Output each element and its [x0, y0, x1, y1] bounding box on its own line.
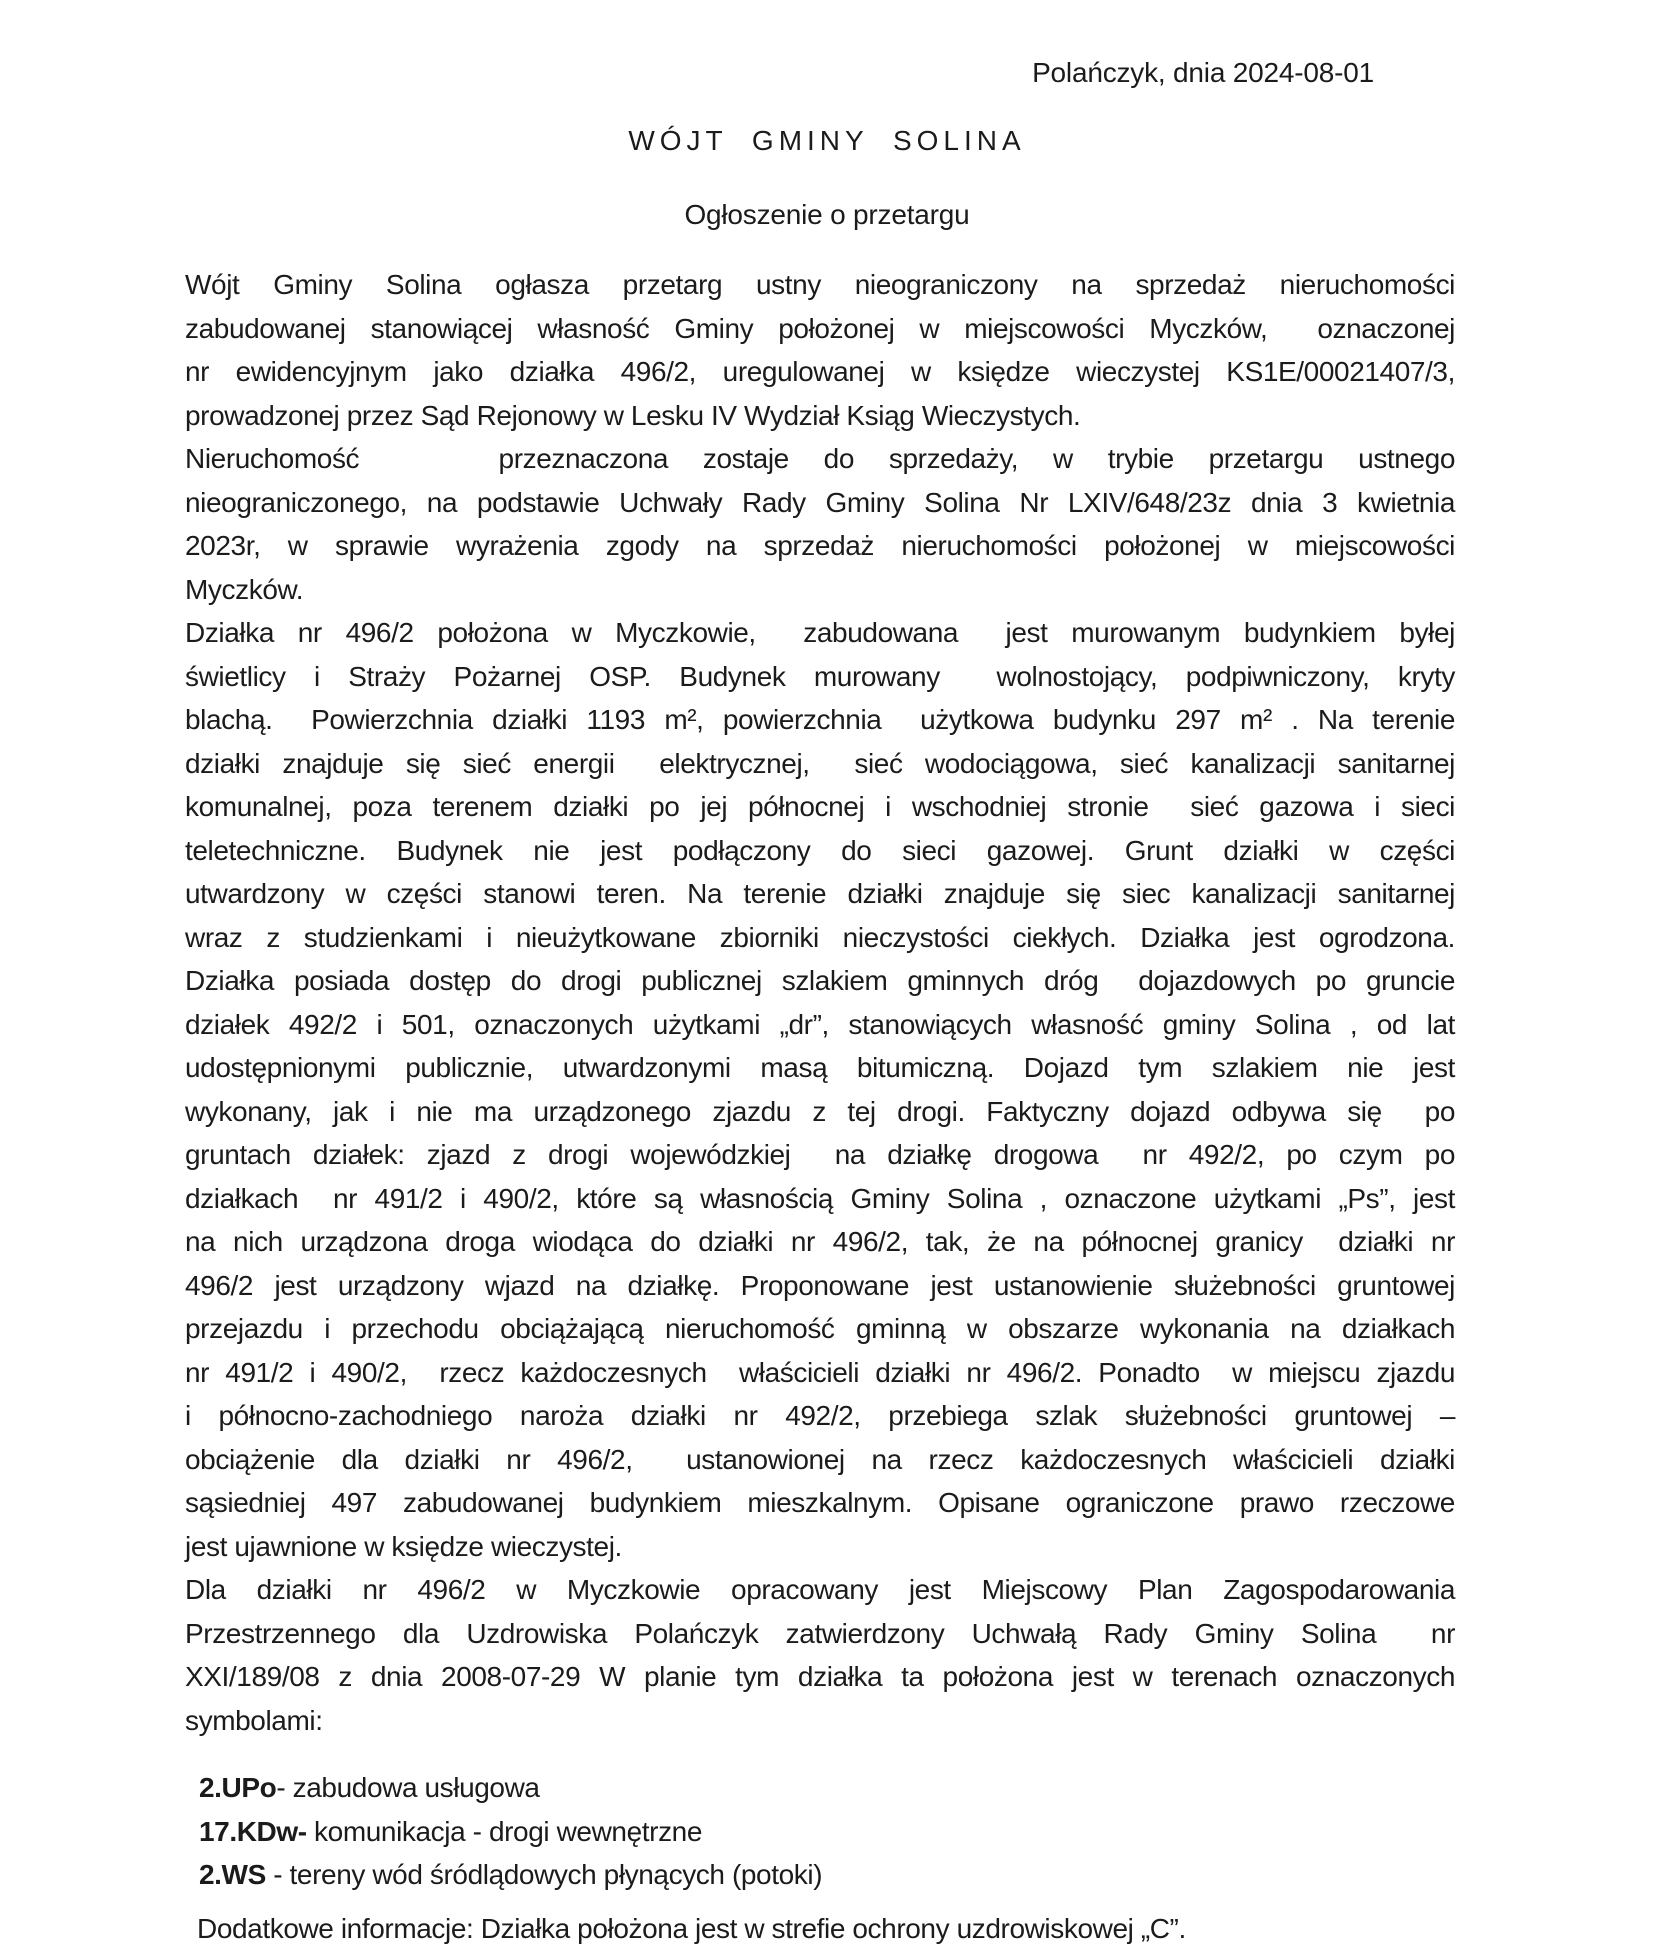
text-line: świetlicy i Straży Pożarnej OSP. Budynek murowany wolnostojący, podpiwniczony, kryty [185, 660, 1455, 692]
zoning-code: 17.KDw- [199, 1815, 307, 1847]
text-line: blachą. Powierzchnia działki 1193 m², powierzchnia użytkowa budynku 297 m² . Na terenie [185, 704, 1455, 735]
zoning-code: 2.WS [199, 1859, 266, 1890]
text-line: na nich urządzona droga wiodąca do działki nr 496/2, tak, że na północnej granicy działki nr [185, 1226, 1455, 1257]
text-line: 2023r, w sprawie wyrażenia zgody na sprzedaż nieruchomości położonej w miejscowości [185, 530, 1455, 561]
text-line: udostępnionymi publicznie, utwardzonymi masą bitumiczną. Dojazd tym szlakiem nie jest [185, 1052, 1455, 1083]
zoning-symbol-list [199, 1766, 1455, 1897]
text-line: Myczków. [185, 573, 304, 605]
dateline: Polańczyk, dnia 2024-08-01 [1032, 57, 1374, 88]
text-line: nieograniczonego, na podstawie Uchwały Rady Gminy Solina Nr LXIV/648/23z dnia 3 kwietnia [185, 486, 1455, 518]
text-line: działki znajduje się sieć energii elektrycznej, sieć wodociągowa, sieć kanalizacji sanitarnej [185, 747, 1455, 779]
text-line: gruntach działek: zjazd z drogi wojewódzkiej na działkę drogowa nr 492/2, po czym po [185, 1139, 1455, 1170]
text-line: zabudowanej stanowiącej własność Gminy położonej w miejscowości Myczków, oznaczonej [185, 312, 1455, 344]
zoning-description: - tereny wód śródlądowych płynących (potoki) [265, 1859, 823, 1890]
document-body [185, 263, 1455, 1742]
zoning-code: 2.UPo [199, 1772, 277, 1803]
zoning-item [199, 1853, 1455, 1897]
zoning-description: komunikacja - drogi wewnętrzne [306, 1815, 703, 1847]
text-line: teletechniczne. Budynek nie jest podłączony do sieci gazowej. Grunt działki w części [185, 834, 1455, 866]
text-line: wraz z studzienkami i nieużytkowane zbiorniki nieczystości ciekłych. Działka jest ogrodzona. [185, 921, 1455, 953]
document-subtitle: Ogłoszenie o przetargu [684, 199, 970, 230]
zoning-item [199, 1766, 1455, 1810]
text-line: Działka posiada dostęp do drogi publicznej szlakiem gminnych dróg dojazdowych po gruncie [185, 965, 1455, 996]
text-line: Wójt Gminy Solina ogłasza przetarg ustny nieograniczony na sprzedaż nieruchomości [185, 269, 1455, 300]
text-line: nr 491/2 i 490/2, rzecz każdoczesnych właścicieli działki nr 496/2. Ponadto w miejscu zjazdu [185, 1356, 1455, 1388]
text-line: sąsiedniej 497 zabudowanej budynkiem mieszkalnym. Opisane ograniczone prawo rzeczowe [185, 1487, 1455, 1518]
text-line: jest ujawnione w księdze wieczystej. [185, 1530, 622, 1562]
document-title: WÓJT GMINY SOLINA [628, 125, 1026, 156]
zoning-item [199, 1810, 1455, 1854]
text-line: i północno-zachodniego naroża działki nr 492/2, przebiega szlak służebności gruntowej – [185, 1400, 1455, 1431]
text-line: wykonany, jak i nie ma urządzonego zjazdu z tej drogi. Faktyczny dojazd odbywa się po [185, 1095, 1455, 1127]
text-line: działkach nr 491/2 i 490/2, które są własnością Gminy Solina , oznaczone użytkami „Ps”, jest [185, 1182, 1455, 1214]
text-line: obciążenie dla działki nr 496/2, ustanowionej na rzecz każdoczesnych właścicieli działki [185, 1443, 1455, 1475]
text-line: XXI/189/08 z dnia 2008-07-29 W planie tym działka ta położona jest w terenach oznaczonych [185, 1661, 1455, 1692]
text-line: Przestrzennego dla Uzdrowiska Polańczyk zatwierdzony Uchwałą Rady Gminy Solina nr [185, 1617, 1455, 1649]
text-line: przejazdu i przechodu obciążającą nieruchomość gminną w obszarze wykonania na działkach [185, 1313, 1455, 1344]
text-line: 496/2 jest urządzony wjazd na działkę. Proponowane jest ustanowienie służebności gruntowej [185, 1269, 1455, 1301]
additional-info-line: Dodatkowe informacje: Działka położona jest w strefie ochrony uzdrowiskowej „C”. [197, 1912, 1186, 1944]
text-line: komunalnej, poza terenem działki po jej północnej i wschodniej stronie sieć gazowa i sieci [185, 791, 1455, 822]
text-line: symbolami: [185, 1704, 323, 1736]
text-line: Działka nr 496/2 położona w Myczkowie, zabudowana jest murowanym budynkiem byłej [185, 617, 1455, 648]
text-line: utwardzony w części stanowi teren. Na terenie działki znajduje się siec kanalizacji sanitarnej [185, 878, 1455, 909]
text-line: Nieruchomość przeznaczona zostaje do sprzedaży, w trybie przetargu ustnego [185, 443, 1455, 474]
zoning-description: - zabudowa usługowa [276, 1772, 540, 1803]
text-line: Dla działki nr 496/2 w Myczkowie opracowany jest Miejscowy Plan Zagospodarowania [185, 1574, 1455, 1605]
text-line: nr ewidencyjnym jako działka 496/2, uregulowanej w księdze wieczystej KS1E/00021407/3, [185, 356, 1455, 387]
text-line: prowadzonej przez Sąd Rejonowy w Lesku IV Wydział Ksiąg Wieczystych. [185, 399, 1081, 431]
text-line: działek 492/2 i 501, oznaczonych użytkami „dr”, stanowiących własność gminy Solina , od lat [185, 1008, 1455, 1040]
